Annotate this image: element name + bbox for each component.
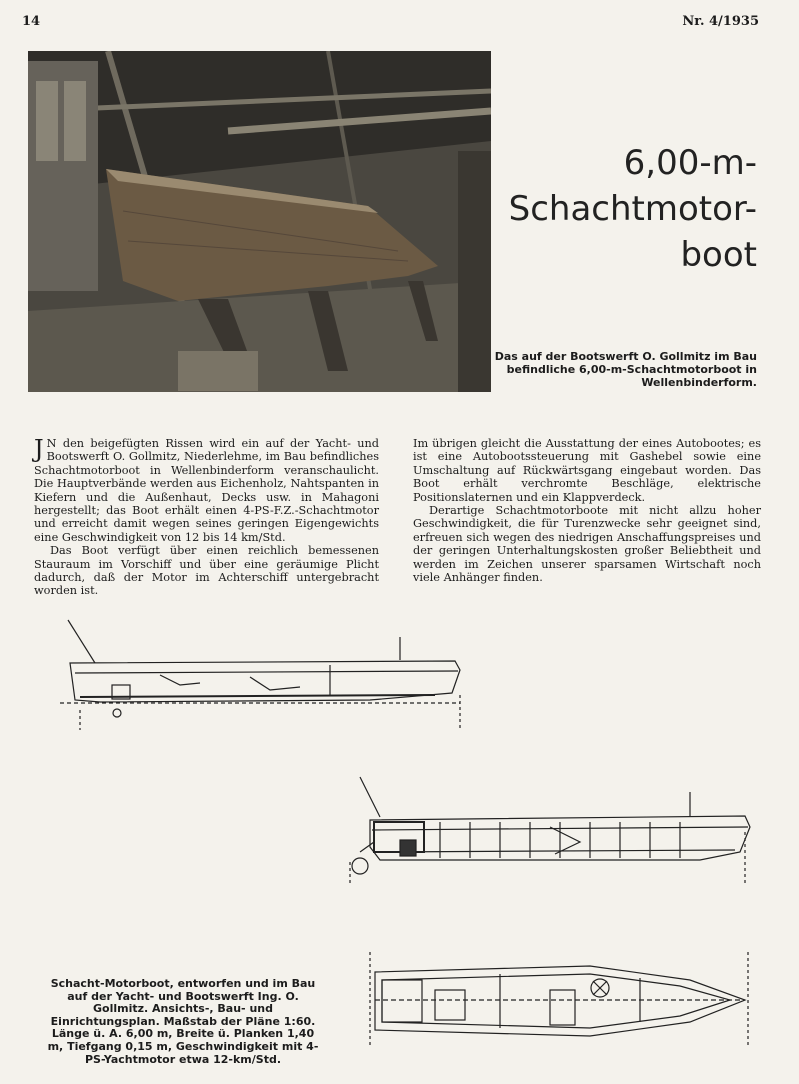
paragraph	[34, 437, 379, 544]
paragraph-text: N den beigefügten Rissen wird ein auf der Yacht- und Bootswerft O. Gollmitz, Niederlehme, im Bau befindliches Schachtmotorboot in Wellenbinderform veranschaulicht. Die Hauptverbände werden aus Eichenholz, Nahtspanten in Kiefern und die Außenhaut, Decks usw. in Mahagoni hergestellt; das Boot erhält einen 4-PS-F.Z.-Schachtmotor und erreicht damit wegen seines geringen Eigengewichts eine Geschwindigkeit von 12 bis 14 km/Std.	[34, 437, 379, 544]
paragraph: Derartige Schachtmotorboote mit nicht allzu hoher Geschwindigkeit, die für Turenzwecke sehr geeignet sind, erfreuen sich wegen des niedrigen Anschaffungspreises und der geringen Unterhaltungskosten großer Beliebtheit und werden im Zeichen unserer sparsamen Wirtschaft noch viele Anhänger finden.	[413, 504, 761, 585]
title-line: 6,00-m-	[623, 143, 757, 183]
issue-number: Nr. 4/1935	[682, 14, 759, 29]
photo-caption: Das auf der Bootswerft O. Gollmitz im Bau befindliche 6,00-m-Schachtmotorboot in Wellenbinderform.	[494, 350, 757, 389]
boat-photo	[28, 51, 491, 392]
article-title	[497, 140, 757, 278]
construction-plan-drawing	[340, 772, 760, 887]
title-line: boot	[680, 235, 757, 275]
drawing-caption: Schacht-Motorboot, entworfen und im Bau auf der Yacht- und Bootswerft Ing. O. Gollmitz. Ansichts-, Bau- und Einrichtungsplan. Maßstab der Pläne 1:60. Länge ü. A. 6,00 m, Breite ü. Planken 1,40 m, Tiefgang 0,15 m, Geschwindigkeit mit 4-PS-Yachtmotor etwa 12-km/Std.	[47, 977, 319, 1066]
left-column	[34, 437, 379, 598]
deck-plan-drawing	[360, 950, 760, 1050]
paragraph: Im übrigen gleicht die Ausstattung der eines Autobootes; es ist eine Autobootssteuerung mit Gashebel sowie eine Umschaltung auf Rückwärtsgang eingebaut worden. Das Boot erhält verchromte Beschläge, elektrische Positionslaternen und ein Klappverdeck.	[413, 437, 761, 504]
side-elevation-drawing	[40, 615, 480, 735]
page-number: 14	[22, 14, 41, 29]
paragraph: Das Boot verfügt über einen reichlich bemessenen Stauraum im Vorschiff und über eine geräumige Plicht dadurch, daß der Motor im Achterschiff untergebracht worden ist.	[34, 544, 379, 598]
title-line: Schachtmotor-	[508, 189, 757, 229]
right-column	[413, 437, 761, 584]
drop-cap: J	[34, 435, 44, 463]
